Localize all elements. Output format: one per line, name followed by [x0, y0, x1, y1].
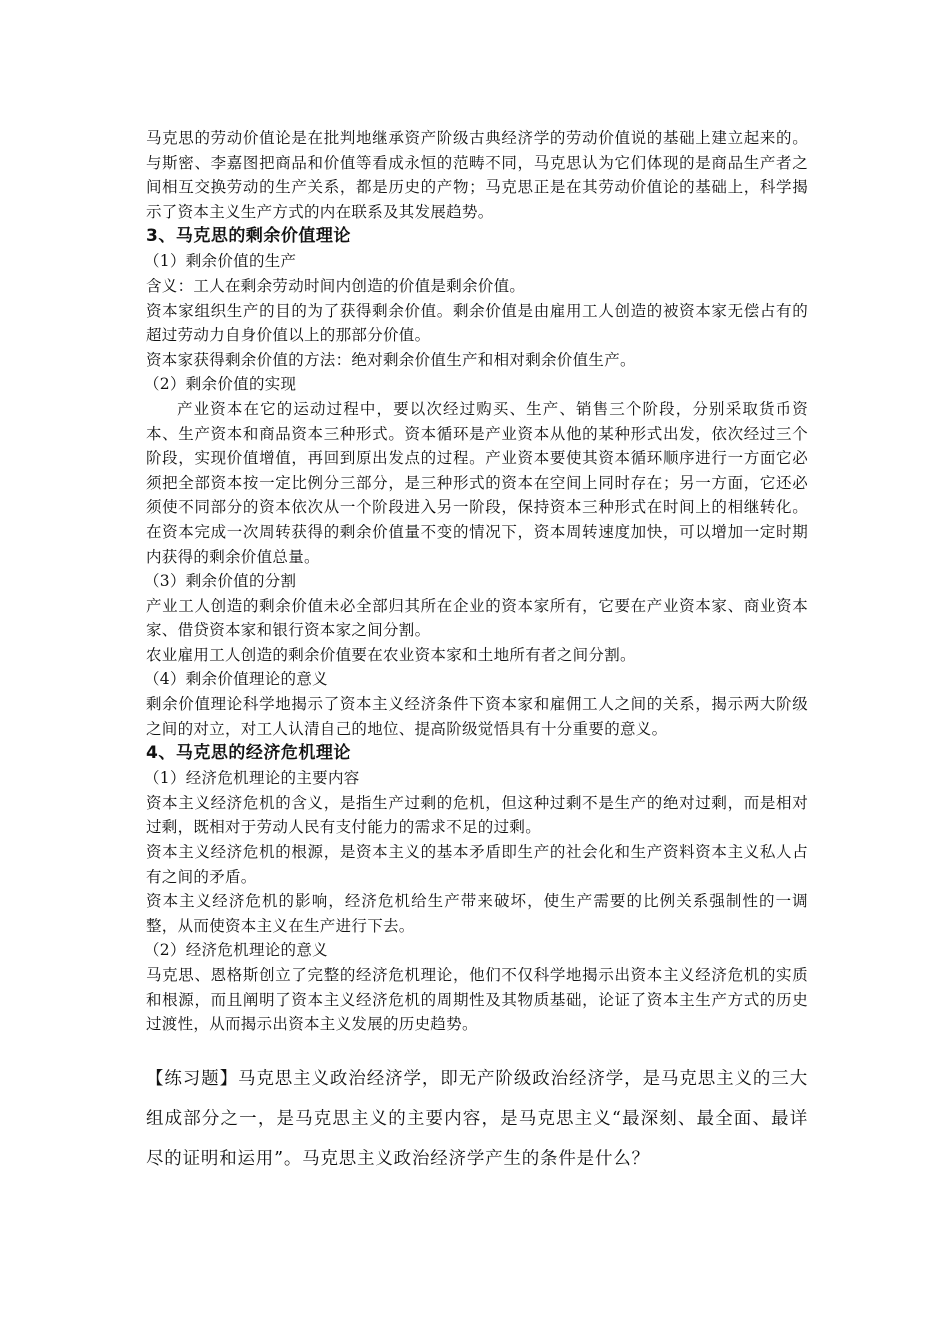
section-3-sub-1-p3: 资本家获得剩余价值的方法：绝对剩余价值生产和相对剩余价值生产。 — [146, 350, 636, 369]
section-3-sub-4-p1: 剩余价值理论科学地揭示了资本主义经济条件下资本家和雇佣工人之间的关系，揭示两大阶级之间的对立，对工人认清自己的地位、提高阶级觉悟具有十分重要的意义。 — [146, 695, 808, 738]
section-4-sub-1-p3: 资本主义经济危机的影响，经济危机给生产带来破坏，使生产需要的比例关系强制性的一调整，从而使资本主义在生产进行下去。 — [146, 892, 808, 935]
section-4-heading: 4、马克思的经济危机理论 — [146, 743, 351, 764]
section-3-sub-4-title: （4）剩余价值理论的意义 — [144, 670, 328, 689]
section-4-sub-2-title: （2）经济危机理论的意义 — [144, 941, 328, 960]
section-4-sub-1-title: （1）经济危机理论的主要内容 — [144, 769, 360, 788]
section-3-sub-1-p2: 资本家组织生产的目的为了获得剩余价值。剩余价值是由雇用工人创造的被资本家无偿占有的超过劳动力自身价值以上的那部分价值。 — [146, 301, 808, 345]
section-3-heading: 3、马克思的剩余价值理论 — [146, 226, 351, 247]
section-4-sub-2-p1: 马克思、恩格斯创立了完整的经济危机理论，他们不仅科学地揭示出资本主义经济危机的实质和根源，而且阐明了资本主义经济危机的周期性及其物质基础，论证了资本主生产方式的历史过渡性，从而揭示出资本主义发展的历史趋势。 — [146, 966, 808, 1034]
section-3-sub-1-title: （1）剩余价值的生产 — [144, 252, 297, 271]
exercise-question: 【练习题】马克思主义政治经济学，即无产阶级政治经济学，是马克思主义的三大组成部分之一，是马克思主义的主要内容，是马克思主义“最深刻、最全面、最详尽的证明和运用”。马克思主义政治经济学产生的条件是什么？ — [146, 1068, 808, 1169]
section-3-sub-2-title: （2）剩余价值的实现 — [144, 375, 297, 394]
section-3-sub-3-title: （3）剩余价值的分割 — [144, 572, 297, 591]
section-3-sub-3-p1: 产业工人创造的剩余价值未必全部归其所在企业的资本家所有，它要在产业资本家、商业资本家、借贷资本家和银行资本家之间分割。 — [146, 596, 808, 640]
section-3-sub-3-p2: 农业雇用工人创造的剩余价值要在农业资本家和土地所有者之间分割。 — [146, 645, 636, 664]
section-3-sub-1-p1: 含义：工人在剩余劳动时间内创造的价值是剩余价值。 — [146, 276, 526, 295]
document-body — [146, 126, 808, 1179]
section-4-sub-1-p1: 资本主义经济危机的含义，是指生产过剩的危机，但这种过剩不是生产的绝对过剩，而是相对过剩，既相对于劳动人民有支付能力的需求不足的过剩。 — [146, 793, 808, 837]
section-3-sub-2-p1: 产业资本在它的运动过程中，要以次经过购买、生产、销售三个阶段，分别采取货币资本、生产资本和商品资本三种形式。资本循环是产业资本从他的某种形式出发，依次经过三个阶段，实现价值增值，再回到原出发点的过程。产业资本要使其资本循环顺序进行一方面它必须把全部资本按一定比例分三部分，是三种形式的资本在空间上同时存在；另一方面，它还必须使不同部分的资本依次从一个阶段进入另一阶段，保持资本三种形式在时间上的相继转化。在资本完成一次周转获得的剩余价值量不变的情况下，资本周转速度加快，可以增加一定时期内获得的剩余价值总量。 — [146, 399, 808, 566]
intro-paragraph: 马克思的劳动价值论是在批判地继承资产阶级古典经济学的劳动价值说的基础上建立起来的。与斯密、李嘉图把商品和价值等看成永恒的范畴不同，马克思认为它们体现的是商品生产者之间相互交换劳动的生产关系，都是历史的产物；马克思正是在其劳动价值论的基础上，科学揭示了资本主义生产方式的内在联系及其发展趋势。 — [146, 129, 808, 221]
section-4-sub-1-p2: 资本主义经济危机的根源，是资本主义的基本矛盾即生产的社会化和生产资料资本主义私人占有之间的矛盾。 — [146, 843, 808, 886]
